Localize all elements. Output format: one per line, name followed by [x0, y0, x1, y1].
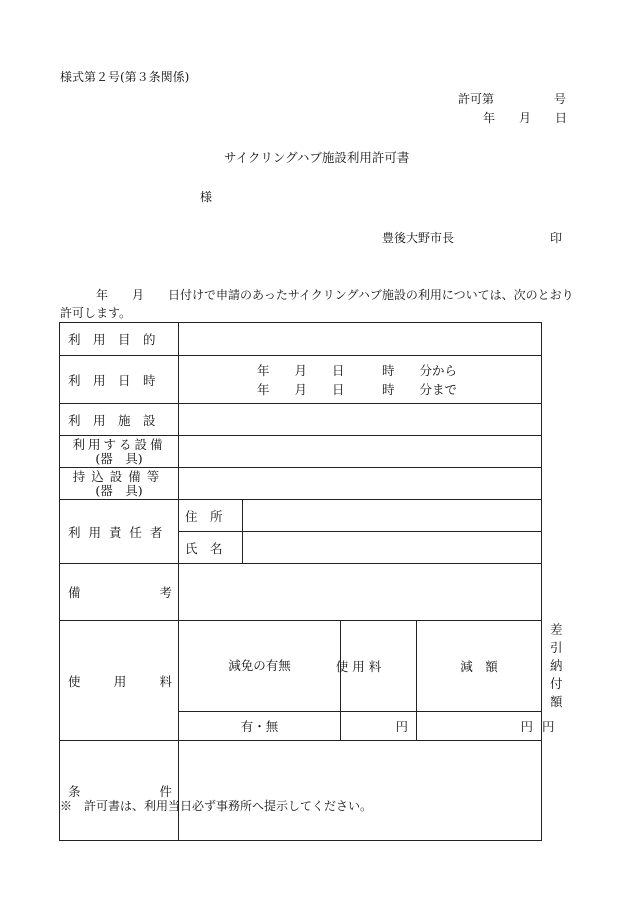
brought-label-line2: (器 具) [95, 482, 143, 498]
purpose-label: 利 用 目 的 [60, 323, 179, 356]
name-value-cell[interactable] [243, 532, 542, 564]
permit-details-table: 利 用 目 的 利 用 日 時 年 月 日 時 分から 年 月 日 時 分まで 利 用 施 設 利用する設備 (器 具) 持込設備等 (器 具) 利 用 責 任 者 住 所 氏 名 備 考 使 用 料 減免の有無 使 用 料 減 額 差引納付額 有・無 円 円 円 条 件 [59, 322, 542, 841]
equipment-value-cell[interactable] [179, 436, 542, 468]
issuer-line: 豊後大野市長 印 [382, 231, 563, 245]
document-title: サイクリングハブ施設利用許可書 [224, 150, 410, 165]
equipment-label [60, 436, 179, 468]
usage-fee-label: 使 用 料 [60, 621, 179, 741]
form-number-label: 様式第２号(第３条関係) [60, 70, 190, 84]
datetime-value-cell[interactable] [179, 356, 542, 404]
conditions-value-cell[interactable] [179, 741, 542, 841]
facility-label: 利 用 施 設 [60, 404, 179, 436]
datetime-label: 利 用 日 時 [60, 356, 179, 404]
remarks-label: 備 考 [60, 564, 179, 621]
fee-header: 使 用 料 [321, 621, 397, 712]
permit-number-field: 許可第 号 [458, 92, 567, 106]
datetime-from: 年 月 日 時 分から [257, 362, 458, 378]
name-label: 氏 名 [179, 532, 243, 564]
permit-date-field: 年 月 日 [483, 111, 568, 125]
permit-body-text: 年 月 日付けで申請のあったサイクリングハブ施設の利用については、次のとおり許可します。 [60, 288, 574, 320]
responsible-person-label: 利 用 責 任 者 [60, 500, 179, 564]
exemption-yes-no[interactable]: 有・無 [179, 712, 341, 741]
exemption-header: 減免の有無 [179, 621, 341, 712]
equipment-label-line1: 利用する設備 [72, 436, 166, 452]
reduction-yen-cell[interactable]: 円 [417, 712, 542, 741]
remarks-value-cell[interactable] [179, 564, 542, 621]
brought-equipment-value-cell[interactable] [179, 468, 542, 500]
address-value-cell[interactable] [243, 500, 542, 532]
reduction-header: 減 額 [417, 621, 542, 712]
datetime-to: 年 月 日 時 分まで [257, 381, 458, 397]
conditions-label: 条 件 [60, 741, 179, 841]
addressee-suffix: 様 [200, 190, 213, 204]
address-label: 住 所 [179, 500, 243, 532]
brought-label-line1: 持込設備等 [72, 468, 166, 484]
fee-yen-cell[interactable]: 円 [341, 712, 417, 741]
purpose-value-cell[interactable] [179, 323, 542, 356]
equipment-label-line2: (器 具) [95, 450, 143, 466]
brought-equipment-label [60, 468, 179, 500]
footnote: ※ 許可書は、利用当日必ず事務所へ提示してください。 [60, 799, 373, 813]
facility-value-cell[interactable] [179, 404, 542, 436]
